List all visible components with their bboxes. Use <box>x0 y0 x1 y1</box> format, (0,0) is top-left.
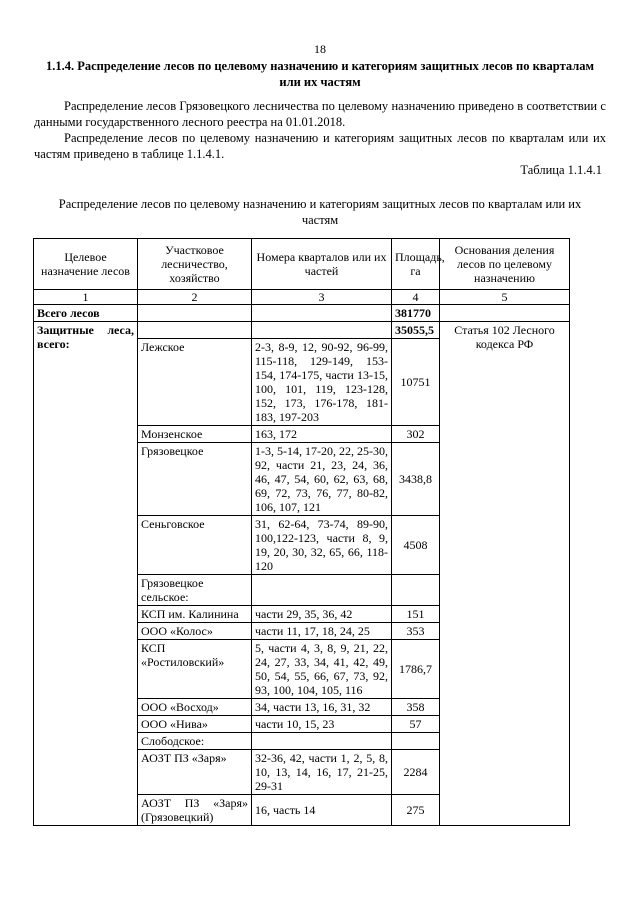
area-cell: 358 <box>392 699 440 716</box>
area-cell: 2284 <box>392 750 440 795</box>
quarters-cell: части 29, 35, 36, 42 <box>252 606 392 623</box>
area-cell: 1786,7 <box>392 640 440 699</box>
header-unit: Участковое лесничество, хозяйство <box>138 239 252 290</box>
area-cell: 353 <box>392 623 440 640</box>
unit-cell: Грязовецкое <box>138 443 252 516</box>
unit-cell: Сеньговское <box>138 516 252 575</box>
protective-label: Защитные леса, всего: <box>34 322 138 826</box>
quarters-cell <box>252 733 392 750</box>
quarters-cell: части 11, 17, 18, 24, 25 <box>252 623 392 640</box>
quarters-cell: 32-36, 42, части 1, 2, 5, 8, 10, 13, 14, 16, 17, 21-25, 29-31 <box>252 750 392 795</box>
area-cell: 10751 <box>392 339 440 426</box>
unit-cell: АОЗТ ПЗ «Заря» (Грязовецкий) <box>138 795 252 826</box>
col-number: 1 <box>34 290 138 305</box>
section-heading: 1.1.4. Распределение лесов по целевому назначению и категориям защитных лесов по кварталам или их частям <box>45 59 595 89</box>
quarters-cell: 34, части 13, 16, 31, 32 <box>252 699 392 716</box>
area-cell: 57 <box>392 716 440 733</box>
header-basis: Основания деления лесов по целевому назначению <box>440 239 570 290</box>
table-header-row <box>34 239 570 290</box>
unit-cell: Монзенское <box>138 426 252 443</box>
header-purpose: Целевое назначение лесов <box>34 239 138 290</box>
area-cell <box>392 733 440 750</box>
area-cell: 302 <box>392 426 440 443</box>
unit-cell: АОЗТ ПЗ «Заря» <box>138 750 252 795</box>
protective-row <box>34 322 570 339</box>
total-area: 381770 <box>392 305 440 322</box>
unit-cell: Слободское: <box>138 733 252 750</box>
area-cell <box>392 575 440 606</box>
paragraph-1: Распределение лесов Грязовецкого лесничества по целевому назначению приведено в соответствии с данными государственного лесного реестра на 01.01.2018. <box>34 99 606 129</box>
paragraph-2: Распределение лесов по целевому назначению и категориям защитных лесов по кварталам или их частям приведено в таблице 1.1.4.1. <box>34 131 606 161</box>
quarters-cell: 5, части 4, 3, 8, 9, 21, 22, 24, 27, 33, 34, 41, 42, 49, 50, 54, 55, 66, 67, 73, 92, 93, 100, 104, 105, 116 <box>252 640 392 699</box>
col-number: 4 <box>392 290 440 305</box>
table-label: Таблица 1.1.4.1 <box>520 163 602 177</box>
header-area: Площадь, га <box>392 239 440 290</box>
column-number-row <box>34 290 570 305</box>
quarters-cell: 1-3, 5-14, 17-20, 22, 25-30, 92, части 21, 23, 24, 36, 46, 47, 54, 60, 62, 63, 68, 69, 72, 73, 76, 77, 80-82, 106, 107, 121 <box>252 443 392 516</box>
page-number: 18 <box>314 42 326 56</box>
area-cell: 4508 <box>392 516 440 575</box>
total-label: Всего лесов <box>34 305 138 322</box>
quarters-cell <box>252 575 392 606</box>
area-cell: 275 <box>392 795 440 826</box>
quarters-cell: 2-3, 8-9, 12, 90-92, 96-99, 115-118, 129-149, 153-154, 174-175, части 13-15, 100, 101, 119, 123-128, 152, 173, 176-178, 181-183, 197-203 <box>252 339 392 426</box>
quarters-cell: части 10, 15, 23 <box>252 716 392 733</box>
forest-distribution-table <box>33 238 570 826</box>
area-cell: 3438,8 <box>392 443 440 516</box>
col-number: 5 <box>440 290 570 305</box>
col-number: 2 <box>138 290 252 305</box>
quarters-cell: 163, 172 <box>252 426 392 443</box>
unit-cell: ООО «Восход» <box>138 699 252 716</box>
header-quarters: Номера кварталов или их частей <box>252 239 392 290</box>
area-cell: 151 <box>392 606 440 623</box>
unit-cell: ООО «Нива» <box>138 716 252 733</box>
unit-cell: Грязовецкое сельское: <box>138 575 252 606</box>
total-row <box>34 305 570 322</box>
protective-basis: Статья 102 Лесного кодекса РФ <box>440 322 570 826</box>
col-number: 3 <box>252 290 392 305</box>
quarters-cell: 31, 62-64, 73-74, 89-90, 100,122-123, части 8, 9, 19, 20, 30, 32, 65, 66, 118-120 <box>252 516 392 575</box>
unit-cell: ООО «Колос» <box>138 623 252 640</box>
unit-cell: Лежское <box>138 339 252 426</box>
protective-area: 35055,5 <box>392 322 440 339</box>
unit-cell: КСП «Ростиловский» <box>138 640 252 699</box>
table-title: Распределение лесов по целевому назначению и категориям защитных лесов по кварталам или их частям <box>58 197 582 227</box>
unit-cell: КСП им. Калинина <box>138 606 252 623</box>
quarters-cell: 16, часть 14 <box>252 795 392 826</box>
